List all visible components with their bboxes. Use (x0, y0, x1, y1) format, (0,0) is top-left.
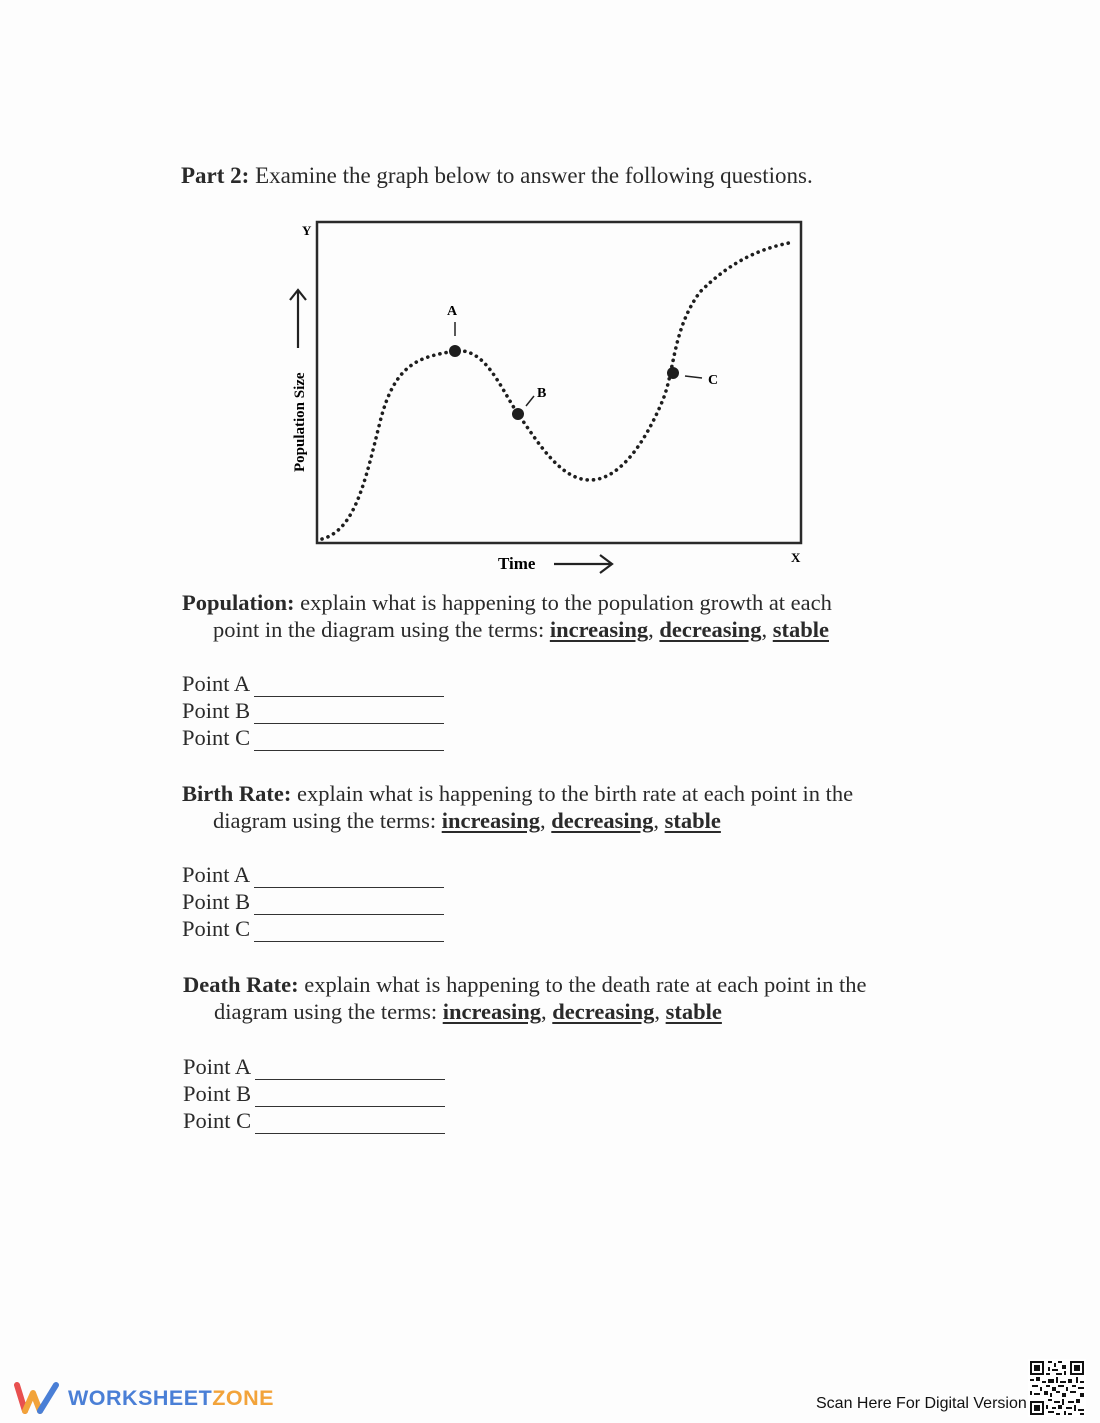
term-decreasing: decreasing (552, 999, 655, 1024)
term-stable: stable (772, 617, 829, 642)
term-decreasing: decreasing (659, 617, 762, 642)
answer-label: Point C (182, 725, 251, 750)
section-line2: point in the diagram using the terms: (213, 617, 545, 642)
section-line1: explain what is happening to the birth rate at each point in the (296, 781, 854, 806)
qr-code-icon[interactable] (1028, 1359, 1086, 1417)
part-label: Part 2: (181, 163, 250, 188)
answer-label: Point A (182, 862, 251, 887)
answer-blank-c[interactable] (254, 730, 444, 751)
population-curve (322, 242, 794, 539)
part-instruction: Examine the graph below to answer the following questions. (255, 163, 813, 188)
answer-blank-b[interactable] (254, 894, 444, 915)
section-line2: diagram using the terms: (214, 999, 438, 1024)
term-increasing: increasing (442, 999, 542, 1024)
answer-label: Point C (183, 1108, 252, 1133)
answer-label: Point B (182, 889, 251, 914)
point-b-leader (526, 396, 534, 406)
term-decreasing: decreasing (551, 808, 654, 833)
point-b-label: B (537, 386, 547, 401)
answer-blank-a[interactable] (255, 1059, 445, 1080)
answer-row (182, 861, 444, 888)
x-axis-arrow-icon (554, 555, 612, 573)
part-heading (181, 163, 813, 189)
point-c-marker (667, 367, 679, 379)
brand-name: WORKSHEETZONE (68, 1385, 274, 1410)
death-rate-answers (183, 1053, 445, 1134)
population-graph (280, 212, 820, 582)
section-line2: diagram using the terms: (213, 808, 437, 833)
point-a-marker (449, 345, 461, 357)
answer-row (182, 724, 444, 751)
birth-rate-answers (182, 861, 444, 942)
answer-blank-a[interactable] (254, 676, 444, 697)
point-c-label: C (708, 373, 719, 388)
term-increasing: increasing (441, 808, 541, 833)
answer-label: Point B (183, 1081, 252, 1106)
answer-blank-b[interactable] (255, 1086, 445, 1107)
section-line1: explain what is happening to the population growth at each (300, 590, 832, 615)
birth-rate-prompt: Birth Rate: explain what is happening to the birth rate at each point in the diagram using the terms: increasing, decreasing, stable (182, 781, 854, 833)
term-stable: stable (665, 999, 722, 1024)
point-c-leader (685, 376, 702, 378)
point-b-marker (512, 408, 524, 420)
term-increasing: increasing (549, 617, 649, 642)
answer-row (182, 670, 444, 697)
section-title: Population: (182, 590, 295, 615)
graph-frame (317, 222, 801, 543)
answer-row (183, 1053, 445, 1080)
y-axis-arrow-icon (290, 290, 306, 348)
x-axis-letter: X (791, 550, 801, 565)
y-axis-letter: Y (302, 223, 312, 238)
answer-row (182, 915, 444, 942)
y-axis-label: Population Size (292, 372, 308, 472)
x-axis-label: Time (498, 554, 536, 573)
population-prompt: Population: explain what is happening to the population growth at each point in the diagram using the terms: increasing, decreasing, stable (182, 590, 832, 642)
section-title: Death Rate: (183, 972, 299, 997)
answer-blank-b[interactable] (254, 703, 444, 724)
point-a-label: A (447, 304, 458, 319)
answer-blank-c[interactable] (255, 1113, 445, 1134)
answer-row (183, 1080, 445, 1107)
answer-row (182, 888, 444, 915)
answer-row (182, 697, 444, 724)
answer-label: Point A (182, 671, 251, 696)
worksheetzone-logo[interactable] (14, 1381, 274, 1415)
answer-label: Point C (182, 916, 251, 941)
answer-row (183, 1107, 445, 1134)
answer-label: Point B (182, 698, 251, 723)
population-answers (182, 670, 444, 751)
worksheetzone-logo-icon (14, 1381, 60, 1415)
answer-blank-c[interactable] (254, 921, 444, 942)
term-stable: stable (664, 808, 721, 833)
answer-label: Point A (183, 1054, 252, 1079)
section-title: Birth Rate: (182, 781, 292, 806)
answer-blank-a[interactable] (254, 867, 444, 888)
death-rate-prompt: Death Rate: explain what is happening to the death rate at each point in the diagram using the terms: increasing, decreasing, stable (183, 972, 867, 1024)
section-line1: explain what is happening to the death rate at each point in the (304, 972, 867, 997)
scan-here-text: Scan Here For Digital Version (816, 1395, 1027, 1412)
